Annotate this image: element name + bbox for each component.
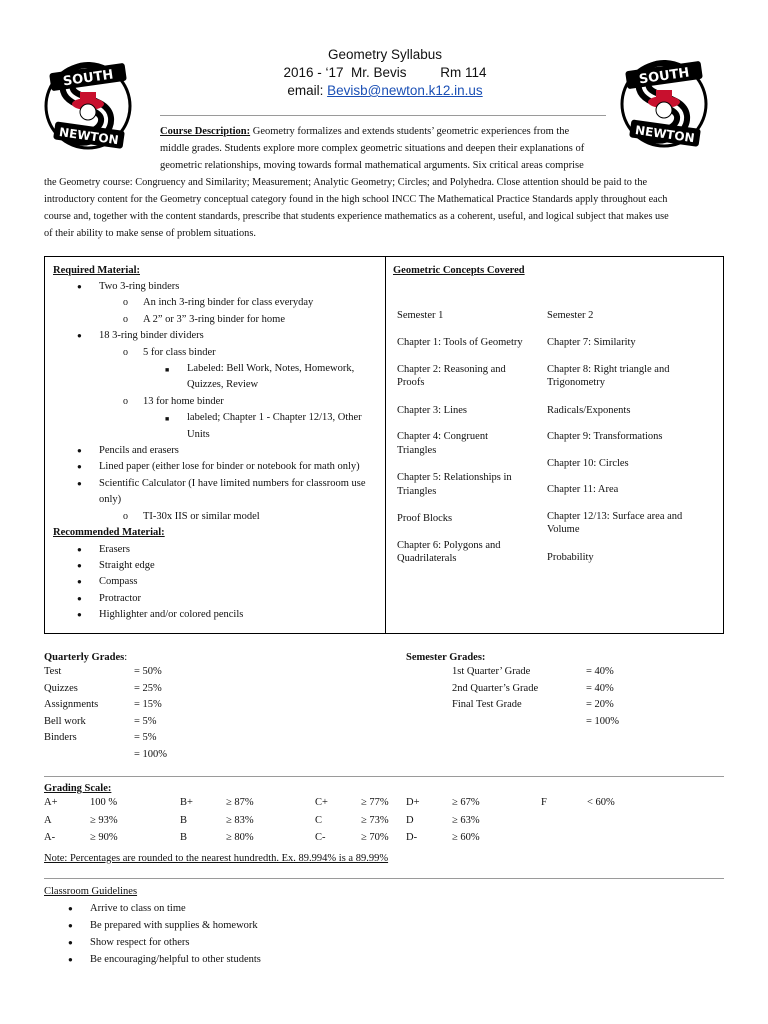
grading-scale-table xyxy=(44,797,724,851)
semester-1-label: Semester 1 xyxy=(397,310,444,321)
grade-category: Binders xyxy=(44,732,77,743)
grade-weight: = 15% xyxy=(134,699,162,710)
quarterly-grade-row xyxy=(44,699,344,716)
letter-grade: C+ xyxy=(315,797,328,808)
semester-grade-row xyxy=(406,683,726,700)
grade-weight: = 50% xyxy=(134,666,162,677)
chapter-entry xyxy=(547,430,717,444)
required-material-item: o 13 for home binder xyxy=(143,394,383,410)
email-line xyxy=(230,82,540,100)
guideline-item: ● Arrive to class on time xyxy=(90,900,444,917)
chapter-entry-line: Triangles xyxy=(397,485,437,497)
semester-2-label: Semester 2 xyxy=(547,310,594,321)
quarterly-grades-list xyxy=(44,666,344,765)
required-material-list xyxy=(53,279,383,525)
chapter-entry xyxy=(547,404,717,418)
description-line: introductory content for the Geometry conceptual category found in the high school INCC The Mathematical Practice Standards apply throughout each xyxy=(44,194,668,205)
required-material-item: o TI-30x IIS or similar model xyxy=(143,509,383,525)
recommended-material-heading: Recommended Material: xyxy=(53,527,165,539)
classroom-guidelines-heading: Classroom Guidelines xyxy=(44,886,138,897)
logo-top-word: SOUTH xyxy=(638,65,691,88)
chapter-entry-line: Radicals/Exponents xyxy=(547,404,631,416)
grade-threshold: ≥ 63% xyxy=(452,814,480,826)
grade-category: Final Test Grade xyxy=(452,699,522,710)
required-material-item: ● Lined paper (either lose for binder or notebook for math only) xyxy=(99,459,383,475)
grade-threshold: ≥ 67% xyxy=(452,797,480,808)
required-material-item: ● Two 3-ring binders xyxy=(99,279,383,295)
chapter-entry xyxy=(397,539,545,566)
letter-grade: D- xyxy=(406,832,418,843)
school-logo-left xyxy=(44,60,132,152)
required-material-item: ● 18 3-ring binder dividers xyxy=(99,328,383,344)
grade-category: 1st Quarter’ Grade xyxy=(452,666,531,677)
classroom-guidelines-section xyxy=(44,884,444,968)
chapter-entry xyxy=(397,512,545,526)
logo-top-word: SOUTH xyxy=(62,67,115,90)
required-material-item: ■ labeled; Chapter 1 - Chapter 12/13, Other xyxy=(187,410,383,426)
grade-category: Assignments xyxy=(44,699,99,710)
grade-weight: = 40% xyxy=(586,666,614,677)
grade-threshold: ≥ 90% xyxy=(90,832,118,843)
grade-threshold: ≥ 70% xyxy=(361,832,389,843)
grade-weight: = 100% xyxy=(134,748,168,760)
chapter-entry xyxy=(397,336,545,350)
letter-grade: B xyxy=(180,832,188,843)
grade-category: Test xyxy=(44,666,62,677)
required-material-item: ● Scientific Calculator (I have limited numbers for classroom use xyxy=(99,476,383,492)
chapter-entry-line: Chapter 3: Lines xyxy=(397,404,467,416)
chapter-entry-line: Chapter 4: Congruent xyxy=(397,431,488,442)
letter-grade: A xyxy=(44,814,52,826)
recommended-material-list xyxy=(53,542,383,624)
chapter-entry-line: Chapter 6: Polygons and xyxy=(397,539,501,551)
required-material-item: only) xyxy=(99,494,122,506)
required-material-item: o An inch 3-ring binder for class everyday xyxy=(143,295,383,311)
quarterly-grade-row xyxy=(44,749,344,766)
required-material-item: o 5 for class binder xyxy=(143,345,383,361)
chapter-entry xyxy=(397,471,545,498)
grade-threshold: ≥ 77% xyxy=(361,797,389,808)
chapter-entry-line: Proofs xyxy=(397,377,425,388)
email-label: email: xyxy=(287,83,324,98)
chapter-entry-line: Quadrilaterals xyxy=(397,553,457,564)
chapter-entry xyxy=(547,363,717,390)
description-line: of their ability to make sense of problem situations. xyxy=(44,228,256,239)
grade-category: Quizzes xyxy=(44,682,78,694)
grading-scale-heading: Grading Scale: xyxy=(44,783,112,794)
letter-grade: C- xyxy=(315,832,326,843)
chapter-entry-line: Chapter 8: Right triangle and xyxy=(547,363,670,375)
description-line: middle grades. Students explore more complex geometric situations and deepen their explanations of xyxy=(160,143,585,154)
chapter-entry-line: Triangles xyxy=(397,444,437,456)
grade-category: Bell work xyxy=(44,715,86,727)
description-line: geometric relationships, moving towards formal mathematical arguments. Six critical areas comprise xyxy=(160,160,584,171)
chapter-entry-line: Chapter 12/13: Surface area and xyxy=(547,510,683,522)
quarterly-grades-section: Quarterly Grades: Test = 50% Quizzes = 25% Assignments = 15% Bell work = 5% Binders = 5% = 100% xyxy=(44,650,344,765)
chapter-entry-line: Chapter 10: Circles xyxy=(547,457,629,469)
materials-column xyxy=(53,263,383,624)
grade-threshold: < 60% xyxy=(587,797,615,808)
document-header xyxy=(230,46,540,100)
letter-grade: B xyxy=(180,814,188,826)
semester-grades-list xyxy=(406,666,726,732)
logo-bottom-word: NEWTON xyxy=(634,123,696,146)
logo-bottom-word: NEWTON xyxy=(58,125,120,148)
chapter-entry xyxy=(547,457,717,471)
table-divider xyxy=(385,257,386,633)
letter-grade: D xyxy=(406,814,414,826)
chapter-entry-line: Volume xyxy=(547,524,580,535)
recommended-material-item: ● Compass xyxy=(99,574,383,590)
course-description-indented xyxy=(160,123,620,174)
grade-weight: = 20% xyxy=(586,699,614,710)
quarterly-grade-row xyxy=(44,666,344,683)
header-rule xyxy=(160,115,606,116)
email-link[interactable]: Bevisb@newton.k12.in.us xyxy=(327,83,483,98)
letter-grade: F xyxy=(541,797,547,808)
letter-grade: A- xyxy=(44,832,56,843)
grade-threshold: ≥ 87% xyxy=(226,797,254,808)
description-line: the Geometry course: Congruency and Similarity; Measurement; Analytic Geometry; Circles; and Polyhedra. Close attention should be paid to the xyxy=(44,177,648,188)
chapter-entry-line: Chapter 11: Area xyxy=(547,484,619,495)
required-material-item: Units xyxy=(187,428,210,440)
chapter-entry xyxy=(547,483,717,497)
semester-grade-row xyxy=(406,699,726,716)
recommended-material-item: ● Straight edge xyxy=(99,558,383,574)
required-material-item: Quizzes, Review xyxy=(187,379,259,391)
semester-grades-heading: Semester Grades: xyxy=(406,652,486,663)
chapter-entry-line: Trigonometry xyxy=(547,377,605,388)
grade-weight: = 100% xyxy=(586,715,620,727)
required-material-item: o A 2” or 3” 3-ring binder for home xyxy=(143,312,383,328)
grade-category: 2nd Quarter’s Grade xyxy=(452,682,539,694)
letter-grade: C xyxy=(315,814,323,826)
chapter-entry xyxy=(547,510,717,537)
chapter-entry-line: Probability xyxy=(547,551,594,563)
course-info-line: 2016 - ‘17 Mr. Bevis Rm 114 xyxy=(283,65,487,80)
document-title: Geometry Syllabus xyxy=(327,47,443,62)
classroom-guidelines-list xyxy=(44,900,444,968)
semester-2-column xyxy=(547,309,717,577)
grade-threshold: ≥ 73% xyxy=(361,814,389,826)
quarterly-grade-row xyxy=(44,732,344,749)
chapter-entry-line: Chapter 1: Tools of Geometry xyxy=(397,337,523,348)
course-description-full xyxy=(44,174,724,242)
chapter-entry xyxy=(547,336,717,350)
guideline-item: ● Be encouraging/helpful to other students xyxy=(90,951,444,968)
description-line: Geometry formalizes and extends students’ geometric experiences from the xyxy=(252,126,570,137)
grade-weight: = 25% xyxy=(134,682,162,694)
guideline-item: ● Be prepared with supplies & homework xyxy=(90,917,444,934)
recommended-material-item: ● Highlighter and/or colored pencils xyxy=(99,607,383,623)
concepts-heading: Geometric Concepts Covered xyxy=(393,265,525,276)
guideline-item: ● Show respect for others xyxy=(90,934,444,951)
grade-weight: = 5% xyxy=(134,732,157,743)
chapter-entry-line: Chapter 2: Reasoning and xyxy=(397,363,506,375)
required-material-item: ● Pencils and erasers xyxy=(99,443,383,459)
letter-grade: A+ xyxy=(44,797,58,808)
quarterly-grade-row xyxy=(44,683,344,700)
grade-threshold: ≥ 83% xyxy=(226,814,254,826)
chapter-entry xyxy=(397,363,545,390)
semester-grades-section xyxy=(406,650,726,732)
school-logo-right xyxy=(620,58,708,150)
semester-1-column xyxy=(397,309,545,580)
grade-weight: = 40% xyxy=(586,682,614,694)
rounding-note: Note: Percentages are rounded to the nearest hundredth. Ex. 89.994% is a 89.99% xyxy=(44,853,389,864)
grading-scale-section xyxy=(44,781,724,867)
quarterly-grades-heading: Quarterly Grades xyxy=(44,652,125,663)
chapter-entry xyxy=(397,404,545,418)
grade-threshold: 100 % xyxy=(90,797,118,808)
chapter-entry-line: Chapter 9: Transformations xyxy=(547,431,663,442)
grade-weight: = 5% xyxy=(134,715,157,727)
semester-grade-row xyxy=(406,716,726,733)
grade-threshold: ≥ 80% xyxy=(226,832,254,843)
required-material-item: ■ Labeled: Bell Work, Notes, Homework, xyxy=(187,361,383,377)
grade-threshold: ≥ 60% xyxy=(452,832,480,843)
required-material-heading: Required Material: xyxy=(53,265,140,276)
materials-concepts-table xyxy=(44,256,724,634)
grading-rule xyxy=(44,776,724,777)
description-line: course and, together with the content standards, prescribe that students experience mathematics as a coherent, useful, and logical subject that makes use xyxy=(44,211,669,222)
chapter-entry-line: Chapter 5: Relationships in xyxy=(397,472,512,483)
guidelines-rule xyxy=(44,878,724,879)
recommended-material-item: ● Erasers xyxy=(99,542,383,558)
letter-grade: B+ xyxy=(180,797,193,808)
chapter-entry xyxy=(397,430,545,457)
course-description-label: Course Description: xyxy=(160,126,251,137)
recommended-material-item: ● Protractor xyxy=(99,591,383,607)
chapter-entry-line: Chapter 7: Similarity xyxy=(547,337,636,348)
quarterly-grade-row xyxy=(44,716,344,733)
chapter-entry-line: Proof Blocks xyxy=(397,513,453,524)
concepts-column xyxy=(393,263,718,564)
grade-threshold: ≥ 93% xyxy=(90,814,118,826)
letter-grade: D+ xyxy=(406,797,420,808)
chapter-entry xyxy=(547,551,717,565)
semester-grade-row xyxy=(406,666,726,683)
